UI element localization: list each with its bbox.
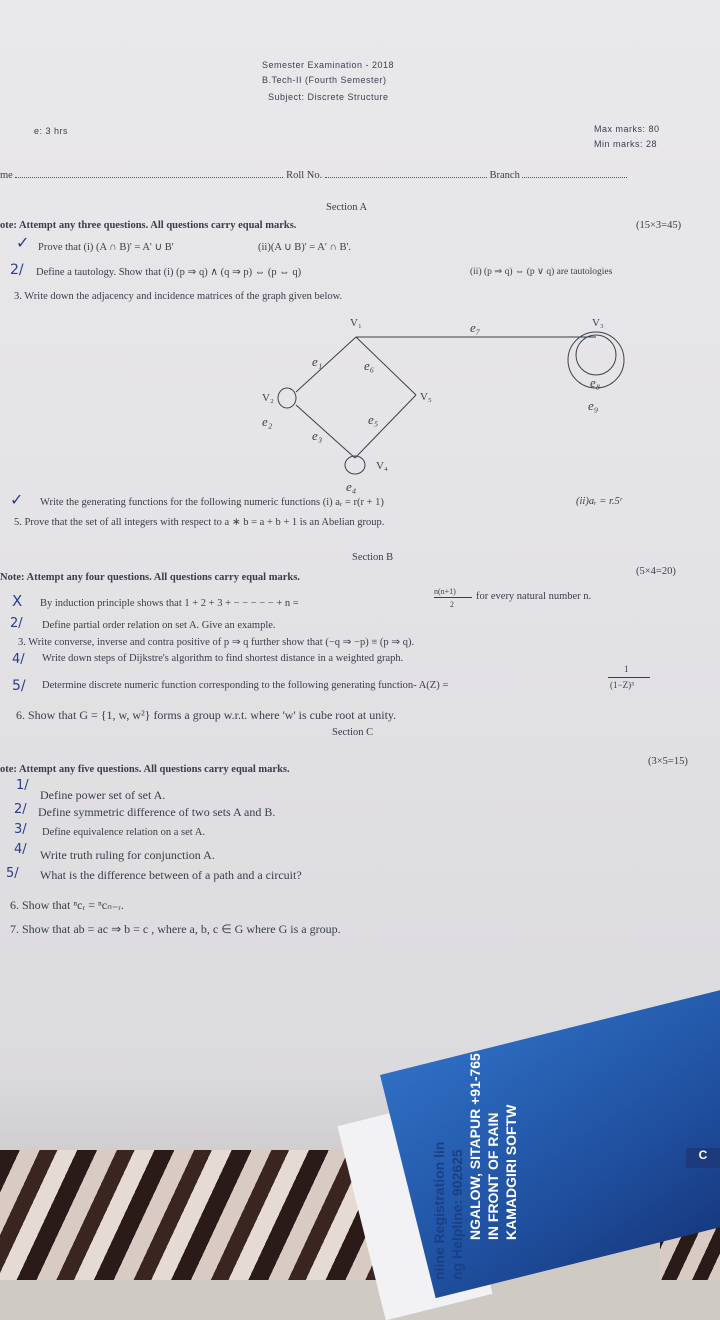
edge-label-e2: e₂ <box>262 414 273 429</box>
edge-label-e9: e₉ <box>588 398 599 413</box>
fraction-bar <box>434 597 472 598</box>
section-b-note: Note: Attempt any four questions. All questions carry equal marks. <box>0 572 300 583</box>
loop-e9 <box>576 335 616 375</box>
section-c-q6: 6. Show that ⁿcᵣ = ⁿcₙ₋ᵣ. <box>10 898 124 912</box>
section-a-q1: Prove that (i) (A ∩ B)' = A' ∪ B' <box>38 242 174 253</box>
section-c-title: Section C <box>332 727 374 738</box>
graph-figure <box>0 300 720 500</box>
section-a-note: ote: Attempt any three questions. All questions carry equal marks. <box>0 220 297 231</box>
section-c-q1: Define power set of set A. <box>40 788 166 802</box>
section-a-marks: (15×3=45) <box>636 220 682 231</box>
tick-mark-b2: 2/ <box>10 616 23 631</box>
booklet-tag: C <box>686 1148 720 1168</box>
section-c-marks: (3×5=15) <box>648 756 688 767</box>
section-b-q3: 3. Write converse, inverse and contra positive of p ⇒ q further show that (−q ⇒ −p) ≡ (p ⇒ q). <box>18 637 415 648</box>
section-b-q1-denominator: 2 <box>450 600 454 609</box>
branch-blank <box>522 177 627 178</box>
tick-mark-a4: ✓ <box>10 490 24 509</box>
roll-label: Roll No. <box>286 170 323 181</box>
section-b-q2: Define partial order relation on set A. Give an example. <box>42 620 276 631</box>
time-label: e: 3 hrs <box>34 126 69 136</box>
tick-mark-a1: ✓ <box>16 233 30 252</box>
edge-label-e8: e₈ <box>590 375 601 390</box>
edge-label-e7: e₇ <box>470 320 481 335</box>
section-c-q2: Define symmetric difference of two sets A and B. <box>38 805 276 819</box>
section-b-q1-tail: for every natural number n. <box>476 591 592 602</box>
tick-mark-b5: 5/ <box>12 678 26 694</box>
course-line: B.Tech-II (Fourth Semester) <box>262 75 387 85</box>
edge-e5 <box>355 395 416 458</box>
booklet-line: IN FRONT OF RAIN <box>485 1112 501 1240</box>
vertex-v5: V₅ <box>420 391 432 403</box>
booklet-line: NGALOW, SITAPUR +91-765 <box>467 1053 483 1240</box>
section-b-q5-numerator: 1 <box>624 664 629 674</box>
edge-label-e3: e₃ <box>312 428 323 443</box>
edge-e3 <box>296 405 355 458</box>
section-c-q3: Define equivalence relation on a set A. <box>42 827 205 838</box>
tick-mark-c4: 4/ <box>14 842 27 857</box>
tick-mark-a2: 2/ <box>10 262 24 278</box>
tick-mark-c2: 2/ <box>14 802 27 817</box>
edge-label-e6: e₆ <box>364 358 375 373</box>
section-c-note: ote: Attempt any five questions. All questions carry equal marks. <box>0 764 290 775</box>
section-a-q1-part-ii: (ii)(A ∪ B)' = A' ∩ B'. <box>258 242 352 253</box>
section-a-q4-part-ii: (ii)aᵣ = r.5ʳ <box>576 496 623 507</box>
section-a-q2-part-ii: (ii) (p ⇒ q) ⇔ (p ∨ q) are tautologies <box>470 267 613 277</box>
tick-mark-c1: 1/ <box>16 778 29 793</box>
section-a-q3: 3. Write down the adjacency and incidence matrices of the graph given below. <box>14 291 343 302</box>
name-row <box>0 170 627 181</box>
edge-label-e4: e₄ <box>346 479 357 494</box>
booklet-line: nline Registration lin <box>431 1141 447 1280</box>
section-b-q5-denominator: (1−Z)³ <box>610 680 634 690</box>
vertex-v2: V₂ <box>262 392 274 404</box>
section-b-q4: Write down steps of Dijkstre's algorithm to find shortest distance in a weighted graph. <box>42 653 404 664</box>
booklet-text <box>430 1053 520 1280</box>
tick-mark-b1: X <box>12 592 23 610</box>
vertex-v1: V₁ <box>350 317 362 329</box>
section-b-q5: Determine discrete numeric function corresponding to the following generating function- A(Z) = <box>42 680 449 691</box>
section-b-title: Section B <box>352 552 394 563</box>
section-a-q5: 5. Prove that the set of all integers with respect to a ∗ b = a + b + 1 is an Abelian group. <box>14 517 385 528</box>
section-c-q5: What is the difference between of a path and a circuit? <box>40 868 302 882</box>
section-a-title: Section A <box>326 202 368 213</box>
vertex-v4: V₄ <box>376 460 388 472</box>
tick-mark-b4: 4/ <box>12 652 25 667</box>
max-marks: Max marks: 80 <box>594 124 660 134</box>
section-b-q1-numerator: n(n+1) <box>434 587 456 596</box>
edge-label-e1: e₁ <box>312 354 323 369</box>
loop-e4 <box>345 456 365 474</box>
branch-label: Branch <box>489 170 520 181</box>
roll-blank <box>325 177 487 178</box>
tick-mark-c5: 5/ <box>6 866 19 881</box>
name-blank <box>15 177 283 178</box>
booklet-line: KAMADGIRI SOFTW <box>503 1104 519 1240</box>
fraction-bar <box>608 677 650 678</box>
tick-mark-c3: 3/ <box>14 822 27 837</box>
section-c-q7: 7. Show that ab = ac ⇒ b = c , where a, b, c ∈ G where G is a group. <box>10 922 341 936</box>
subject-line: Subject: Discrete Structure <box>268 92 389 102</box>
min-marks: Min marks: 28 <box>594 139 658 149</box>
vertex-v3: V₃ <box>592 317 604 329</box>
name-label: me <box>0 170 13 181</box>
section-b-q6: 6. Show that G = {1, w, w²} forms a group w.r.t. where 'w' is cube root at unity. <box>16 708 397 722</box>
edge-e1 <box>296 337 356 392</box>
exam-title: Semester Examination - 2018 <box>262 60 395 70</box>
section-a-q4: Write the generating functions for the following numeric functions (i) aᵣ = r(r + 1) <box>40 497 384 508</box>
section-b-marks: (5×4=20) <box>636 566 676 577</box>
section-a-q2: Define a tautology. Show that (i) (p ⇒ q) ∧ (q ⇒ p) ⇔ (p ⇔ q) <box>36 267 302 278</box>
loop-e2 <box>278 388 296 408</box>
section-b-q1: By induction principle shows that 1 + 2 + 3 + − − − − − + n = <box>40 598 299 609</box>
section-c-q4: Write truth ruling for conjunction A. <box>40 848 215 862</box>
booklet-line: ng Helpline: 902625 <box>449 1149 465 1280</box>
edge-label-e5: e₅ <box>368 412 379 427</box>
